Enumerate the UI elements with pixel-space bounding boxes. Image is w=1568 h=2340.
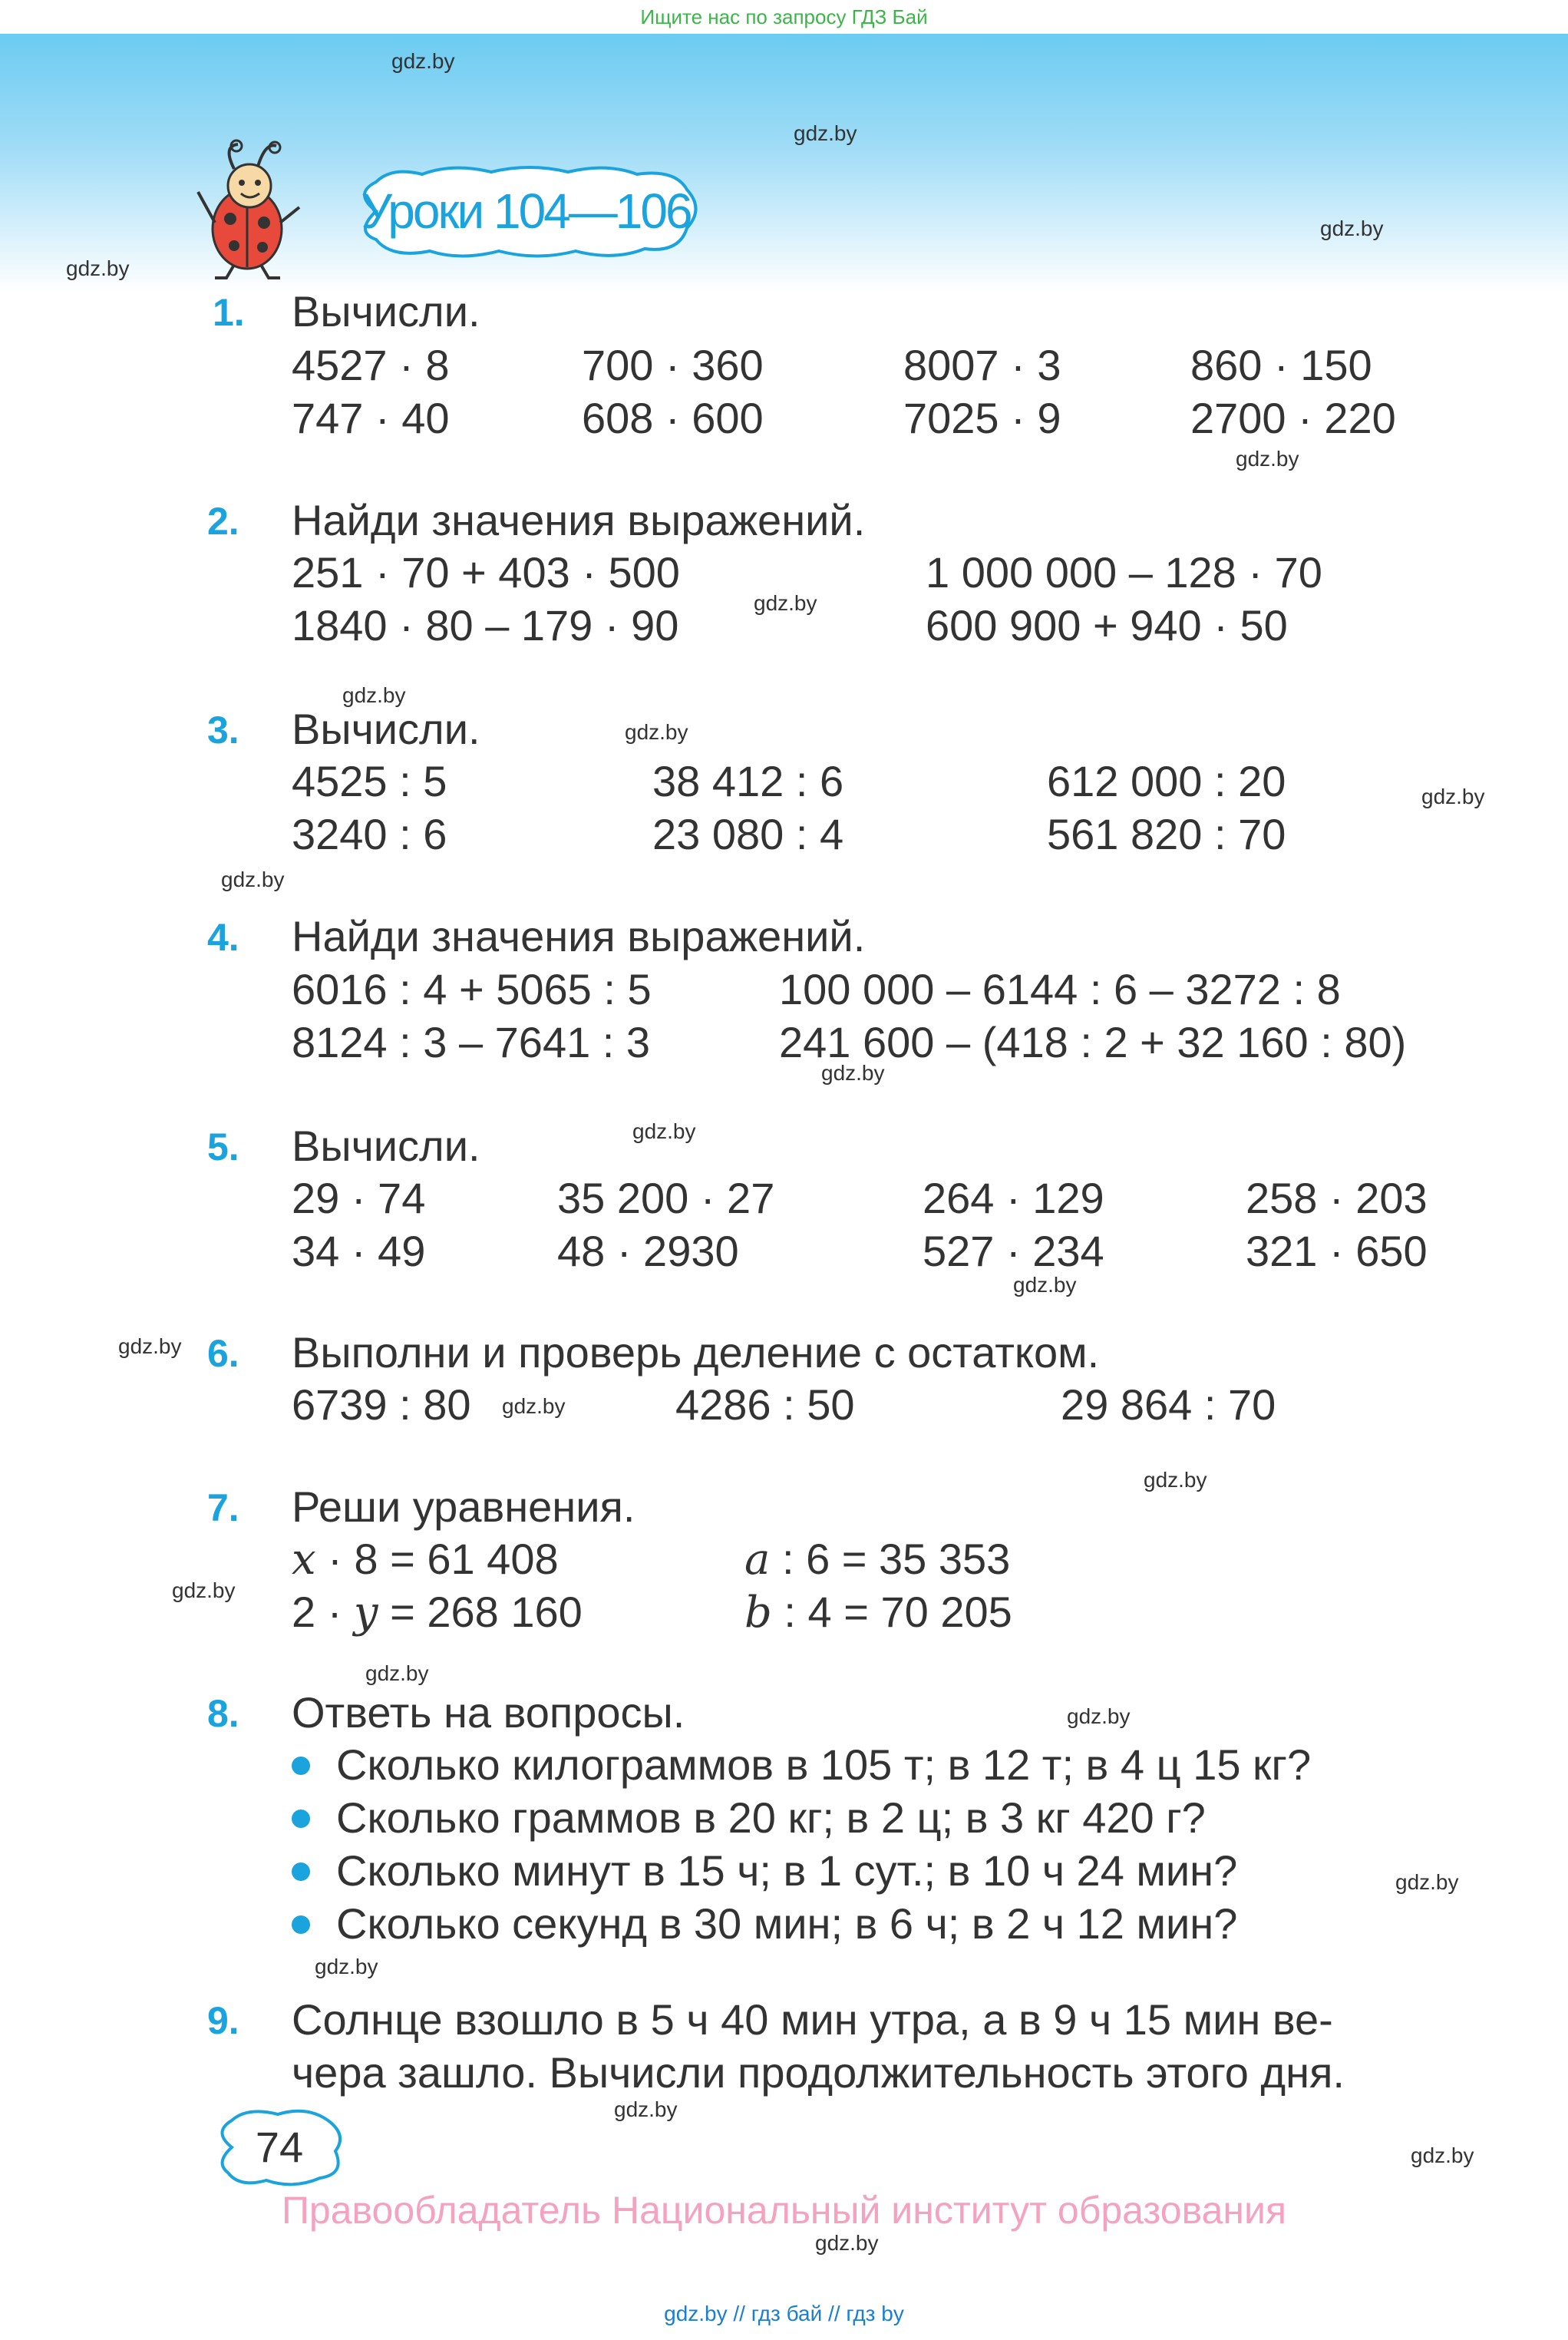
task-1-number: 1. [213,291,245,334]
watermark: gdz.by [632,1119,696,1143]
watermark: gdz.by [1236,447,1299,471]
watermark: gdz.by [614,2097,678,2121]
task-9-line: Солнце взошло в 5 ч 40 мин утра, а в 9 ч 15 мин ве- [292,1995,1333,2044]
watermark: gdz.by [502,1394,566,1418]
task-2-expr: 1840 · 80 – 179 · 90 [292,601,679,649]
lesson-title: Уроки 104—106 [361,183,691,239]
task-6-number: 6. [207,1332,239,1375]
task-9-line: чера зашло. Вычисли продолжительность этого дня. [292,2048,1345,2097]
task-3-expr: 38 412 : 6 [652,757,844,805]
task-3-expr: 561 820 : 70 [1047,810,1286,858]
task-7-text: Реши уравнения. [292,1482,635,1531]
equation-variable: b [744,1588,772,1638]
task-4-number: 4. [207,916,239,959]
task-1-expr: 8007 · 3 [903,341,1061,389]
task-6-text: Выполни и проверь деление с остатком. [292,1328,1100,1377]
task-1-expr: 2700 · 220 [1190,394,1396,442]
bullet-icon [292,1862,310,1881]
task-5-expr: 35 200 · 27 [557,1174,775,1222]
equation: a : 6 = 35 353 [744,1535,1011,1585]
task-1-expr: 608 · 600 [582,394,764,442]
watermark: gdz.by [815,2231,879,2255]
question-item: Сколько граммов в 20 кг; в 2 ц; в 3 кг 420 г? [336,1793,1206,1842]
ladybug-mascot-icon [192,138,307,280]
equation: x · 8 = 61 408 [292,1535,559,1585]
search-banner[interactable]: Ищите нас по запросу ГДЗ Бай [0,0,1568,34]
task-5-text: Вычисли. [292,1122,480,1170]
page-number: 74 [255,2123,304,2171]
task-8-text: Ответь на вопросы. [292,1688,685,1737]
watermark: gdz.by [1013,1273,1077,1297]
task-6-expr: 29 864 : 70 [1061,1380,1276,1429]
task-3-number: 3. [207,709,239,752]
question-item: Сколько секунд в 30 мин; в 6 ч; в 2 ч 12 мин? [336,1899,1238,1948]
task-9-number: 9. [207,1999,239,2042]
watermark: gdz.by [172,1578,236,1602]
watermark: gdz.by [821,1061,885,1085]
watermark: gdz.by [315,1955,378,1978]
task-1-expr: 7025 · 9 [903,394,1061,442]
bullet-icon [292,1915,310,1934]
task-3-expr: 4525 : 5 [292,757,447,805]
watermark: gdz.by [1067,1704,1131,1728]
task-3-expr: 3240 : 6 [292,810,447,858]
task-4-text: Найди значения выражений. [292,912,866,960]
task-5-expr: 29 · 74 [292,1174,426,1222]
bullet-icon [292,1757,310,1775]
watermark: gdz.by [365,1661,429,1685]
watermark: gdz.by [1411,2143,1474,2167]
task-2-number: 2. [207,500,239,543]
watermark: gdz.by [391,49,455,73]
task-5-expr: 321 · 650 [1246,1227,1428,1275]
task-5-expr: 264 · 129 [923,1174,1104,1222]
equation-variable: y [353,1588,378,1638]
equation: b : 4 = 70 205 [744,1588,1012,1638]
task-1-text: Вычисли. [292,287,480,335]
task-3-expr: 23 080 : 4 [652,810,844,858]
task-1-expr: 700 · 360 [582,341,764,389]
equation-variable: x [292,1535,316,1585]
task-6-expr: 6739 : 80 [292,1380,471,1429]
task-4-expr: 100 000 – 6144 : 6 – 3272 : 8 [779,965,1341,1013]
equation-variable: a [744,1535,771,1585]
watermark: gdz.by [1320,216,1384,240]
task-5-expr: 34 · 49 [292,1227,426,1275]
task-2-expr: 600 900 + 940 · 50 [926,601,1288,649]
watermark: gdz.by [1395,1870,1459,1894]
task-4-expr: 6016 : 4 + 5065 : 5 [292,965,652,1013]
watermark: gdz.by [342,683,406,707]
bullet-icon [292,1810,310,1828]
footer-links[interactable]: gdz.by // гдз бай // гдз by [664,2302,904,2325]
task-5-expr: 48 · 2930 [557,1227,739,1275]
task-1-expr: 747 · 40 [292,394,450,442]
task-2-expr: 251 · 70 + 403 · 500 [292,548,680,597]
watermark: gdz.by [1144,1468,1207,1492]
task-1-expr: 4527 · 8 [292,341,450,389]
question-item: Сколько минут в 15 ч; в 1 сут.; в 10 ч 24 мин? [336,1846,1238,1895]
task-5-expr: 527 · 234 [923,1227,1104,1275]
task-4-expr: 241 600 – (418 : 2 + 32 160 : 80) [779,1018,1407,1066]
task-5-number: 5. [207,1125,239,1168]
task-7-number: 7. [207,1486,239,1529]
watermark: gdz.by [625,720,688,744]
task-5-expr: 258 · 203 [1246,1174,1428,1222]
task-6-expr: 4286 : 50 [675,1380,855,1429]
watermark: gdz.by [221,868,285,891]
task-8-number: 8. [207,1692,239,1735]
watermark: gdz.by [118,1334,182,1358]
task-2-text: Найди значения выражений. [292,496,866,544]
watermark: gdz.by [1421,785,1485,808]
task-3-text: Вычисли. [292,705,480,753]
watermark: gdz.by [794,121,857,145]
task-1-expr: 860 · 150 [1190,341,1372,389]
task-3-expr: 612 000 : 20 [1047,757,1286,805]
question-item: Сколько килограммов в 105 т; в 12 т; в 4 ц 15 кг? [336,1740,1312,1789]
watermark: gdz.by [66,256,130,280]
watermark: gdz.by [754,591,817,615]
copyright-notice: Правообладатель Национальный институт образования [281,2189,1287,2232]
task-2-expr: 1 000 000 – 128 · 70 [926,548,1322,597]
equation: 2 · y = 268 160 [292,1588,583,1638]
task-4-expr: 8124 : 3 – 7641 : 3 [292,1018,651,1066]
